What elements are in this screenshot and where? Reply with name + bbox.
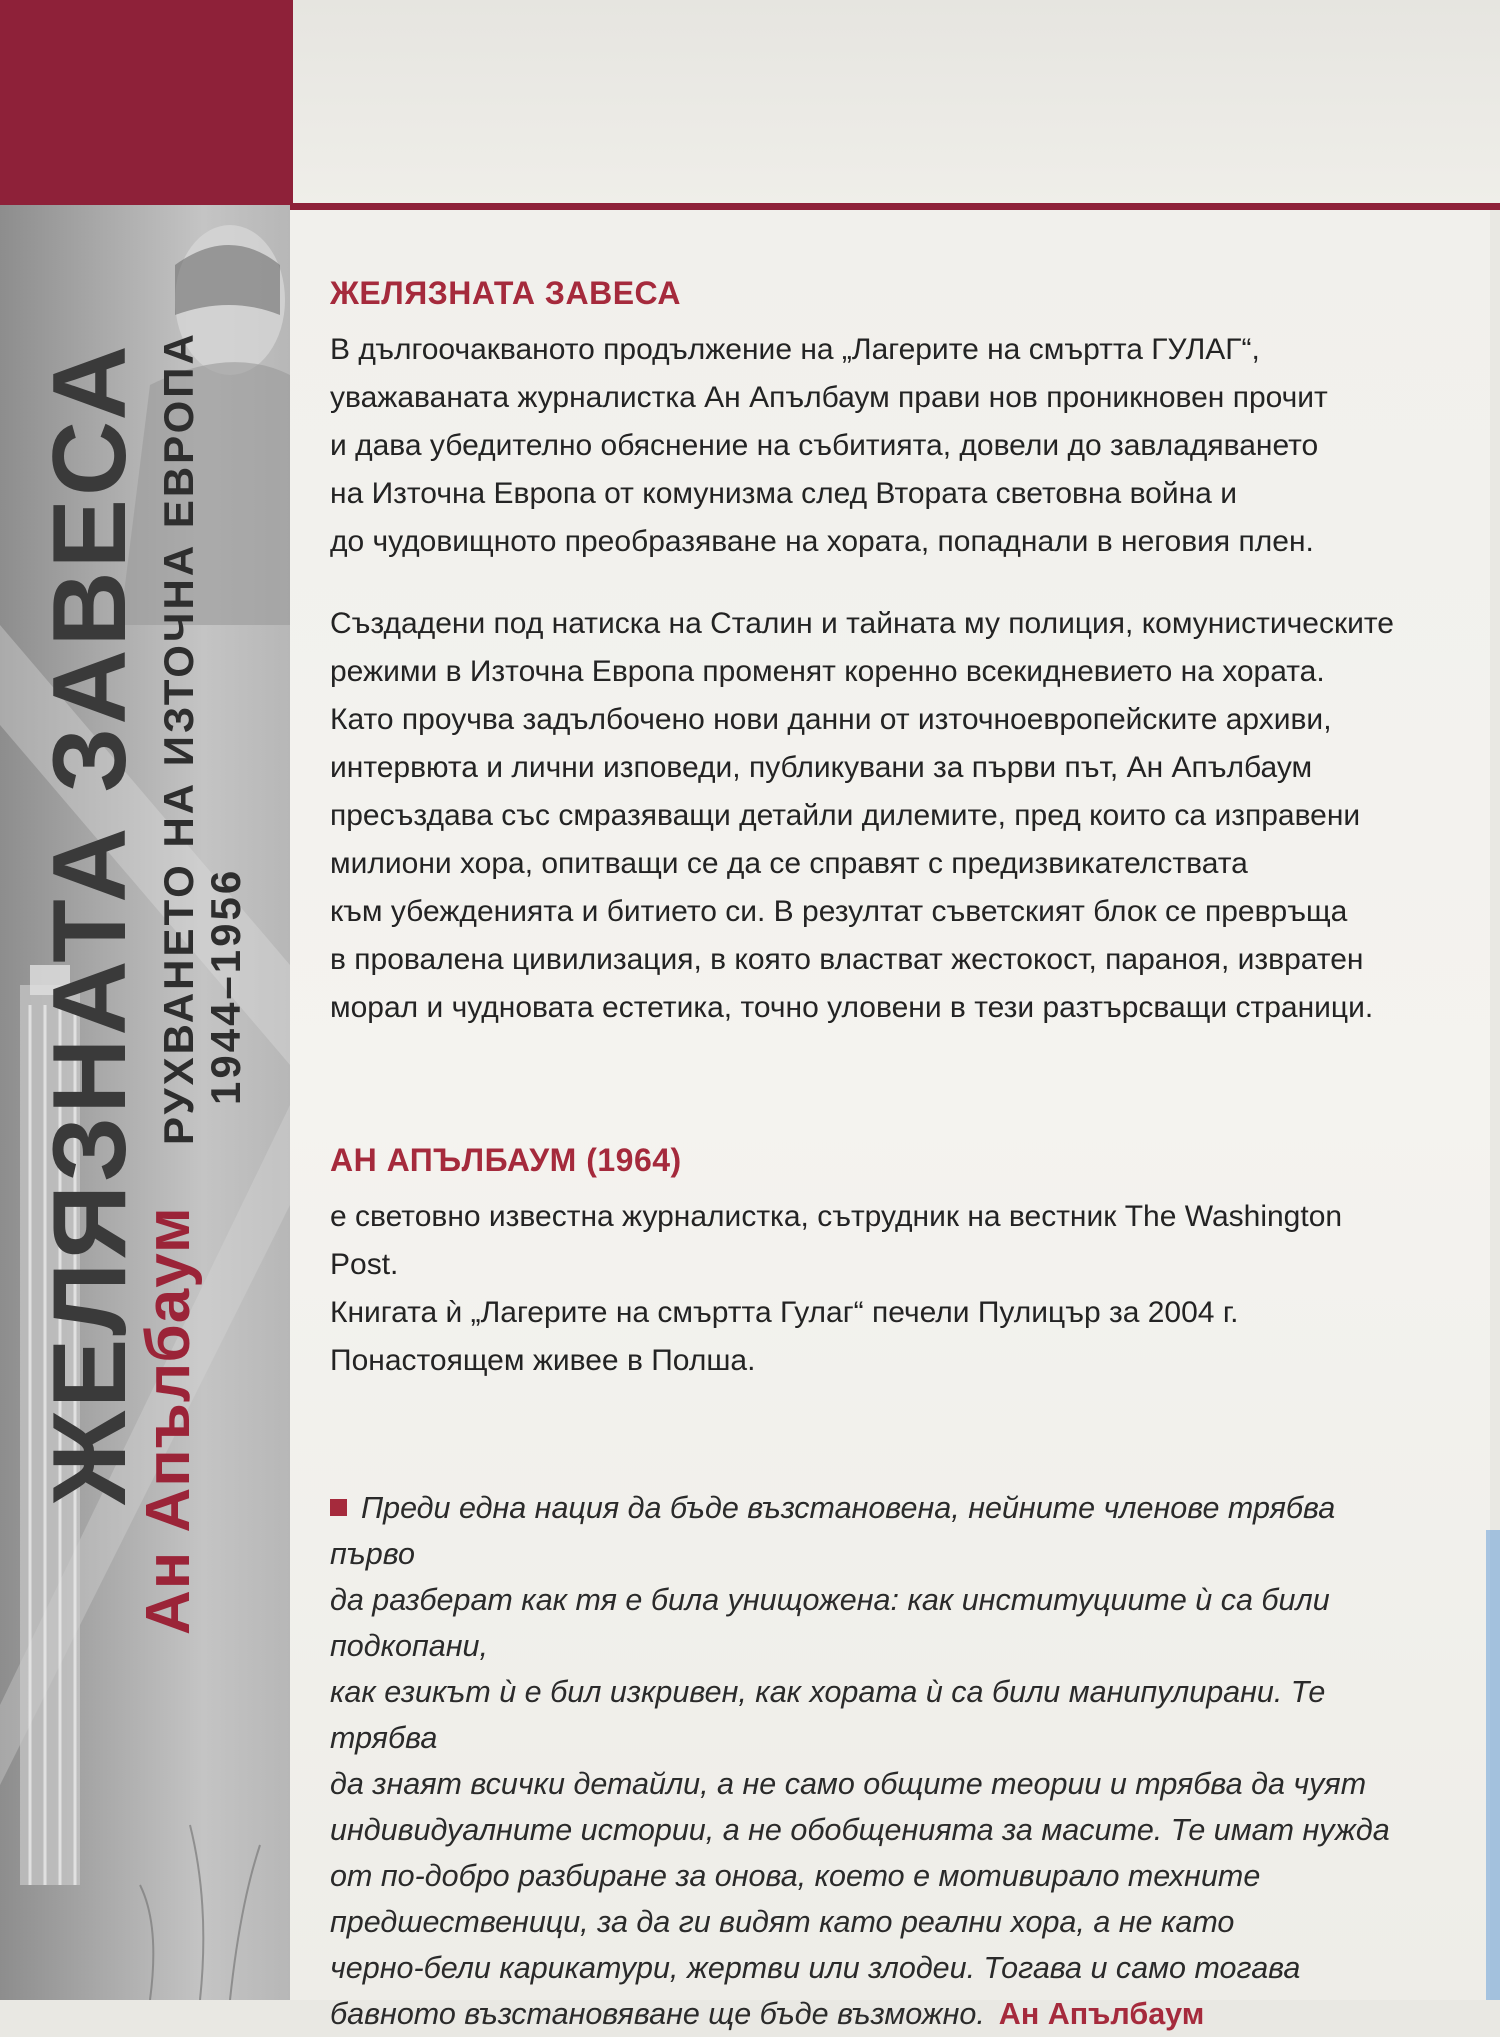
text-line: пресъздава със смразяващи детайли дилемите, пред които са изправени (330, 799, 1361, 832)
back-cover-content (330, 275, 1410, 2037)
text-line: режими в Източна Европа променят коренно всекидневието на хората. (330, 655, 1325, 688)
quote-line (330, 1485, 1410, 1577)
intro-paragraph (330, 326, 1410, 566)
text-line: Книгата ѝ „Лагерите на смъртта Гулаг“ печели Пулицър за 2004 г. (330, 1296, 1239, 1329)
text-line: Понастоящем живее в Полша. (330, 1344, 756, 1377)
quote-line: да разберат как тя е била унищожена: как институциите ѝ са били подкопани, (330, 1583, 1330, 1663)
text-line: Създадени под натиска на Сталин и тайната му полиция, комунистическите (330, 607, 1394, 640)
quote-line: черно-бели карикатури, жертви или злодеи. Тогава и само тогава (330, 1951, 1301, 1985)
section-heading: ЖЕЛЯЗНАТА ЗАВЕСА (330, 275, 681, 311)
quote-signature: Ан Апълбаум (998, 1997, 1205, 2031)
body-paragraph (330, 600, 1410, 1032)
quote-line (330, 1991, 1410, 2037)
quote-text: бавното възстановяване ще бъде възможно. (330, 1997, 985, 2031)
quote-line: от по-добро разбиране за онова, което е мотивирало техните (330, 1859, 1261, 1893)
text-line: до чудовищното преобразяване на хората, попаднали в неговия плен. (330, 525, 1314, 558)
burgundy-rule (290, 203, 1500, 210)
background-edge (1486, 1530, 1500, 2000)
author-quote (330, 1485, 1410, 2037)
quote-line: как езикът ѝ е бил изкривен, как хората ѝ са били манипулирани. Те трябва (330, 1675, 1326, 1755)
text-line: на Източна Европа от комунизма след Втората световна война и (330, 477, 1237, 510)
text-line: морал и чудновата естетика, точно уловени в тези разтърсващи страници. (330, 991, 1374, 1024)
text-line: уважаваната журналистка Ан Апълбаум прави нов проникновен прочит (330, 381, 1328, 414)
text-line: В дългоочакваното продължение на „Лагерите на смъртта ГУЛАГ“, (330, 333, 1260, 366)
text-line: и дава убедително обяснение на събитията, довели до завладяването (330, 429, 1319, 462)
burgundy-corner-block (0, 0, 293, 208)
author-bio (330, 1193, 1410, 1385)
quote-line: предшественици, за да ги видят като реални хора, а не като (330, 1905, 1235, 1939)
quote-line: да знаят всички детайли, а не само общите теории и трябва да чуят (330, 1767, 1367, 1801)
author-heading: АН АПЪЛБАУМ (1964) (330, 1142, 682, 1178)
top-page-margin (293, 0, 1500, 203)
text-line: е световно известна журналистка, сътрудник на вестник The Washington Post. (330, 1200, 1343, 1281)
text-line: към убежденията и битието си. В резултат съветският блок се превръща (330, 895, 1348, 928)
spine-subtitle: РУХВАНЕТО НА ИЗТОЧНА ЕВРОПА (155, 331, 202, 1145)
quote-bullet-icon (330, 1499, 347, 1516)
text-line: милиони хора, опитващи се да се справят с предизвикателствата (330, 847, 1248, 880)
spine-years: 1944–1956 (202, 867, 249, 1105)
text-line: Като проучва задълбочено нови данни от източноевропейските архиви, (330, 703, 1332, 736)
quote-text: Преди една нация да бъде възстановена, нейните членове трябва първо (330, 1491, 1336, 1571)
quote-line: индивидуалните истории, а не обобщенията за масите. Те имат нужда (330, 1813, 1390, 1847)
spine-title: ЖЕЛЯЗНАТА ЗАВЕСА (32, 342, 148, 1505)
text-line: в провалена цивилизация, в която властват жестокост, параноя, извратен (330, 943, 1364, 976)
book-spine (0, 205, 290, 2000)
spine-author: Ан Апълбаум (134, 1206, 203, 1635)
text-line: интервюта и лични изповеди, публикувани за първи път, Ан Апълбаум (330, 751, 1313, 784)
